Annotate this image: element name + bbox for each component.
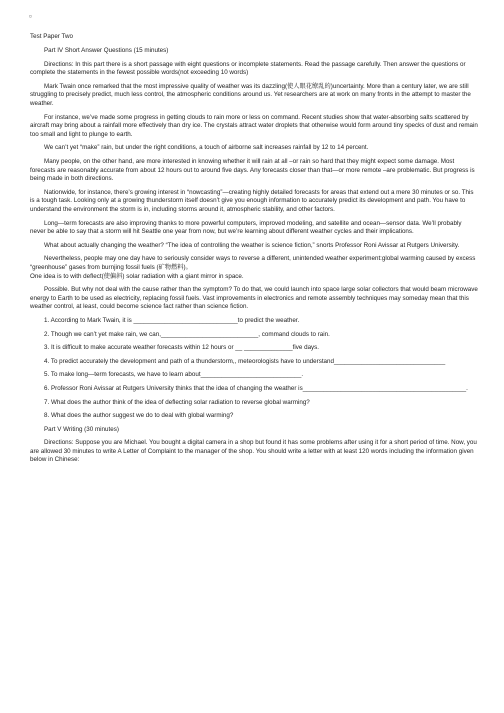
passage-paragraph: What about actually changing the weather? “The idea of controlling the weather is science fiction,” snorts Professor Roni Avissar at Rutgers University. [44, 241, 460, 249]
passage-paragraph: Many people, on the other hand, are more interested in knowing whether it will rain at all –or rain so hard that they might expect some damage. Most forecasts are reasonably accurate from about 12 hours out to around five days. Any forecasts closer than that—or more remote –are problematic. But progress is being made in both directions. [30, 158, 475, 183]
question-8: 8. What does the author suggest we do to deal with global warming? [44, 412, 234, 420]
page-title: Test Paper Two [30, 33, 73, 40]
question-3: 3. It is difficult to make accurate weather forecasts within 12 hours or __ ______________five days. [44, 344, 320, 352]
passage-paragraph: Mark Twain once remarked that the most impressive quality of weather was its dazzling(使人眼花缭乱的)uncertainty. More than a century later, we are still struggling to precisely predict, much less control, the atmospheric conditions around us. Yet researchers are at work on many fronts in the attempt to master the weather. [30, 82, 471, 108]
passage-paragraph: Nationwide, for instance, there’s growing interest in “nowcasting”—creating highly detailed forecasts for areas that extend out a mere 30 minutes or so. This is a tough task. Looking only at a growing thunderstorm itself doesn’t give you enough information to accurately predict its development and path. You have to understand the environment the storm is in, including storms around it, atmospheric stability, and other factors. [30, 188, 474, 213]
document-body [30, 33, 478, 470]
directions-paragraph: Directions: In this part there is a short passage with eight questions or incomplete statements. Read the passage carefully. Then answer the questions or complete the statements in the fewest possible words(not exceeding 10 words) [30, 60, 466, 77]
question-7: 7. What does the author think of the idea of deflecting solar radiation to reverse global warming? [44, 398, 310, 406]
writing-directions: Directions: Suppose you are Michael. You bought a digital camera in a shop but found it has some problems after using it for a short period of time. Now, you are allowed 30 minutes to write A Letter of Complaint to the manager of the shop. You should write a letter with at least 120 words including the information given below in Chinese: [30, 439, 477, 464]
passage-paragraph: For instance, we’ve made some progress in getting clouds to rain more or less on command. Recent studies show that water-absorbing salts scattered by aircraft may bring about a rainfall more effectively than dry ice. The crystals attract water droplets that otherwise would form around tiny specks of dust and remain too small and light to plunge to earth. [30, 113, 478, 138]
section-heading-part-iv: Part IV Short Answer Questions (15 minutes) [44, 47, 169, 55]
question-4: 4. To predict accurately the development and path of a thunderstorm,, meteorologists have to understand________________________________ [44, 357, 446, 365]
corner-mark: ¤ [29, 14, 32, 20]
passage-paragraph: Long—term forecasts are also improving thanks to more powerful computers, improved modeling, and satellite and ocean—sensor data. We’ll probably never be able to say that a storm will hit Seattle one year from now, but we’re learning about different weather cycles and their implications. [30, 219, 462, 236]
section-heading-part-v: Part V Writing (30 minutes) [44, 425, 119, 433]
passage-line: One idea is to with deflect(使偏斜) solar radiation with a giant mirror in space. [30, 272, 244, 280]
question-5: 5. To make long—term forecasts, we have to learn about_____________________________. [44, 371, 304, 379]
question-6: 6. Professor Roni Avissar at Rutgers University thinks that the idea of changing the weather is_______________________________________________. [44, 384, 468, 392]
passage-paragraph: We can’t yet “make” rain, but under the right conditions, a touch of airborne salt increases rainfall by 12 to 14 percent. [44, 144, 369, 152]
passage-paragraph: Nevertheless, people may one day have to seriously consider ways to reverse a different, unintended weather experiment:global warming caused by excess “greenhouse” gases from burnjing fossil fuels (矿物燃料)。 [30, 255, 476, 271]
passage-paragraph: Possible. But why not deal with the cause rather than the symptom? To do that, we could launch into space large solar collectors that would beam microwave energy to Earth to be used as electricity, replacing fossil fuels. Vast improvements in electronics and remote assembly techniques may someday mean that this weather control, at least, could become science fact rather than science fiction. [30, 286, 478, 311]
question-2: 2. Though we can’t yet make rain, we can,____________________________, command clouds to rain. [44, 330, 330, 338]
question-1: 1. According to Mark Twain, it is ______________________________to predict the weather. [44, 316, 300, 324]
